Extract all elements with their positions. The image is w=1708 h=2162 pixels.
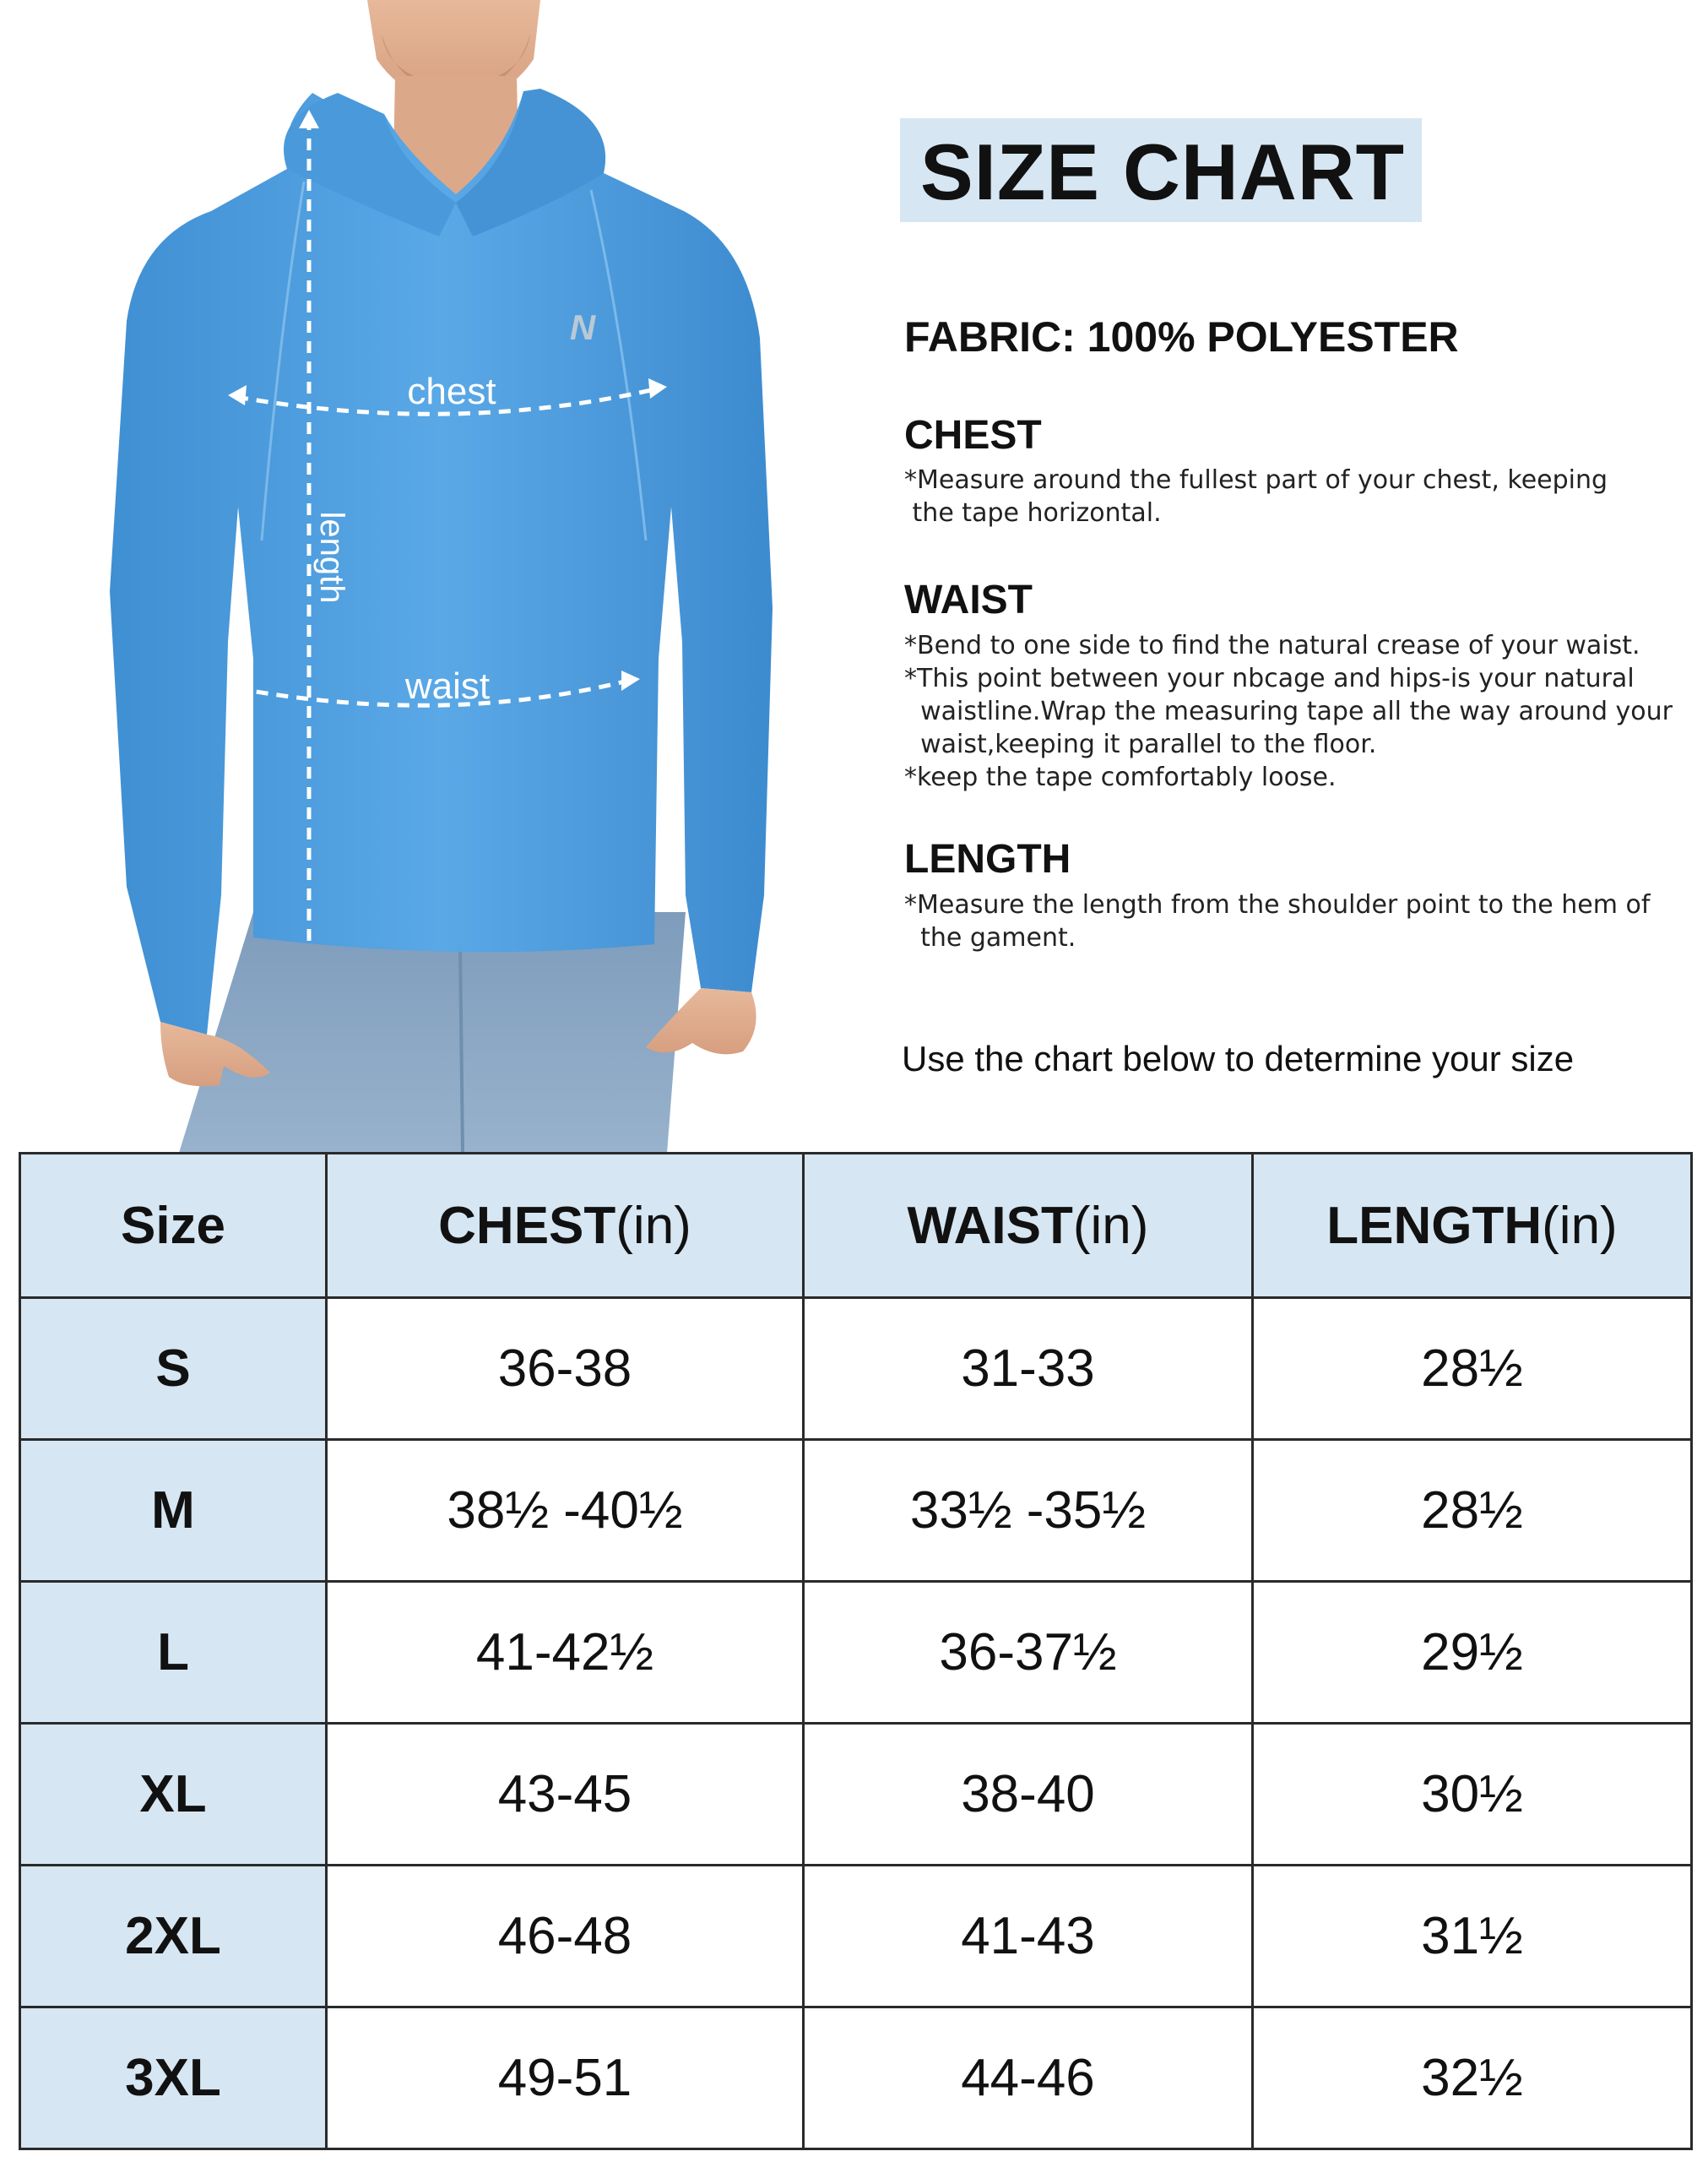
waist-heading: WAIST <box>904 578 1033 622</box>
header-unit: (in) <box>1542 1196 1618 1255</box>
header-unit: (in) <box>1072 1196 1149 1255</box>
model-photo <box>0 0 844 1153</box>
length-cell: 32½ <box>1253 2007 1692 2149</box>
length-description: *Measure the length from the shoulder point to the hem of the gament. <box>904 890 1651 953</box>
table-row <box>20 1866 1692 2007</box>
waist-cell: 38-40 <box>804 1724 1253 1866</box>
waist-cell: 31-33 <box>804 1298 1253 1440</box>
length-cell: 28½ <box>1253 1298 1692 1440</box>
waist-cell: 44-46 <box>804 2007 1253 2149</box>
length-cell: 30½ <box>1253 1724 1692 1866</box>
chest-heading: CHEST <box>904 413 1042 458</box>
chest-cell: 41-42½ <box>327 1582 804 1724</box>
waist-cell: 41-43 <box>804 1866 1253 2007</box>
waist-description: *Bend to one side to find the natural crease of your waist. *This point between your nbcage and hips-is your natural waistline.Wrap the measuring tape all the way around your waist,keeping it parallel to the floor. *keep the tape comfortably loose. <box>904 631 1673 792</box>
chest-cell: 38½ -40½ <box>327 1440 804 1582</box>
table-row <box>20 1582 1692 1724</box>
length-label: length <box>313 511 350 604</box>
fabric-label: FABRIC: 100% POLYESTER <box>904 313 1459 361</box>
size-table <box>19 1152 1693 2150</box>
instruction-text: Use the chart below to determine your size <box>902 1039 1575 1078</box>
chest-description: *Measure around the fullest part of your chest, keeping the tape horizontal. <box>904 465 1608 528</box>
table-row <box>20 1440 1692 1582</box>
header-chest: CHEST(in) <box>327 1154 804 1298</box>
size-cell: XL <box>20 1724 327 1866</box>
waist-cell: 33½ -35½ <box>804 1440 1253 1582</box>
header-length: LENGTH(in) <box>1253 1154 1692 1298</box>
table-row <box>20 1724 1692 1866</box>
length-cell: 31½ <box>1253 1866 1692 2007</box>
page-title: SIZE CHART <box>920 128 1405 216</box>
size-cell: 3XL <box>20 2007 327 2149</box>
length-heading: LENGTH <box>904 837 1071 882</box>
shirt-logo: N <box>569 307 596 347</box>
length-cell: 29½ <box>1253 1582 1692 1724</box>
chest-label: chest <box>407 371 496 412</box>
table-row <box>20 1298 1692 1440</box>
size-cell: S <box>20 1298 327 1440</box>
waist-cell: 36-37½ <box>804 1582 1253 1724</box>
size-cell: M <box>20 1440 327 1582</box>
size-cell: L <box>20 1582 327 1724</box>
header-unit: (in) <box>615 1196 691 1255</box>
header-waist: WAIST(in) <box>804 1154 1253 1298</box>
header-size: Size <box>20 1154 327 1298</box>
model-shirt <box>110 91 773 1035</box>
size-cell: 2XL <box>20 1866 327 2007</box>
length-cell: 28½ <box>1253 1440 1692 1582</box>
chest-cell: 49-51 <box>327 2007 804 2149</box>
chest-cell: 43-45 <box>327 1724 804 1866</box>
waist-label: waist <box>404 665 491 707</box>
table-row <box>20 2007 1692 2149</box>
chest-cell: 46-48 <box>327 1866 804 2007</box>
chest-cell: 36-38 <box>327 1298 804 1440</box>
table-header-row <box>20 1154 1692 1298</box>
